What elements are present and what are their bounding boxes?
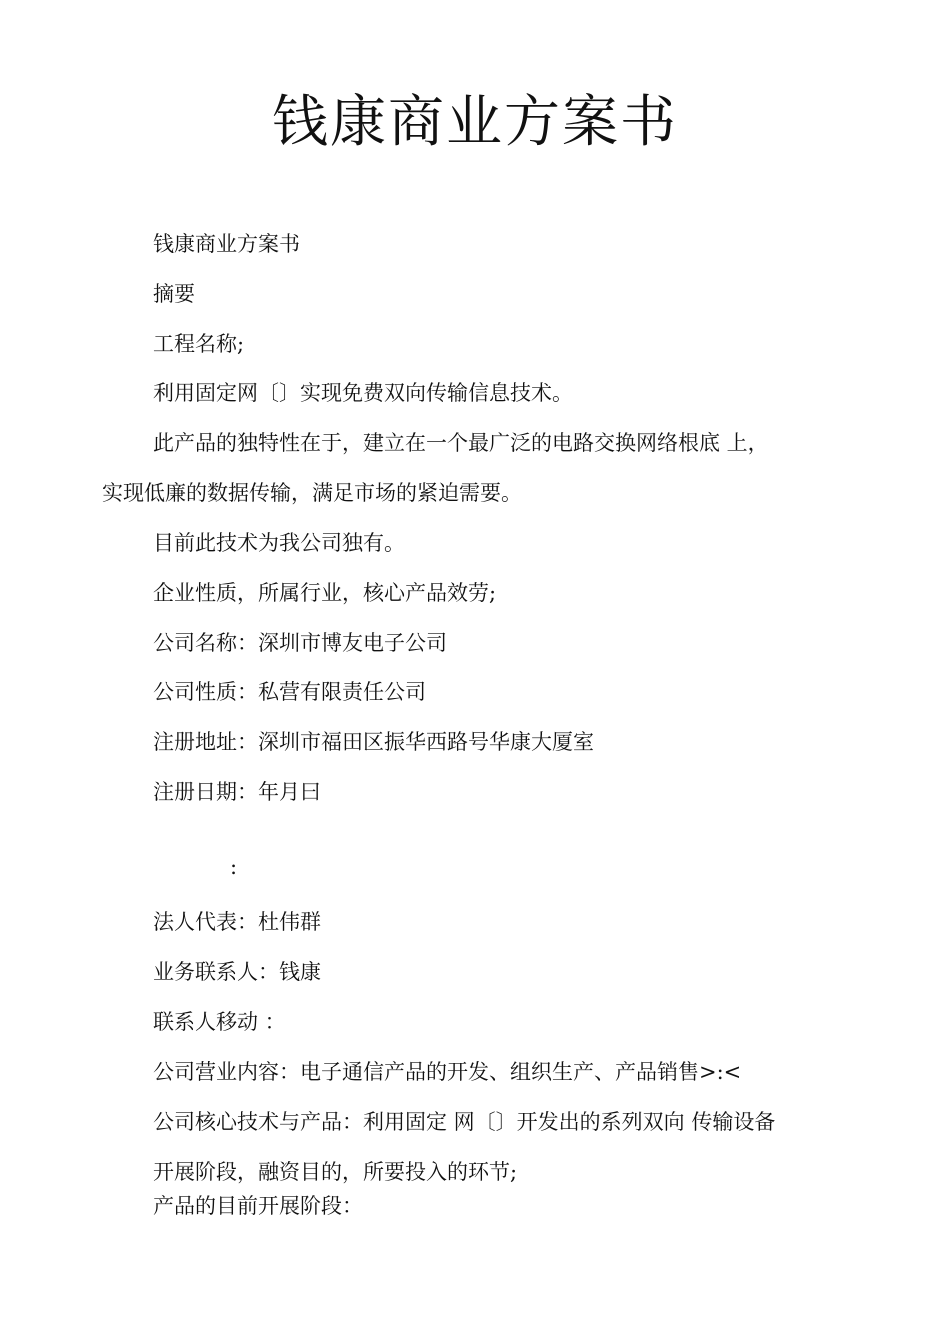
body-line-uniqueness: 此产品的独特性在于，建立在一个最广泛的电路交换网络根底 上， xyxy=(153,431,769,455)
body-line-colon: : xyxy=(230,855,238,879)
body-line-company-type: 公司性质：私营有限责任公司 xyxy=(153,680,426,704)
body-line-development-stage: 开展阶段，融资目的，所要投入的环节; xyxy=(153,1160,518,1184)
body-line-project-name: 工程名称; xyxy=(153,332,245,356)
body-line-registered-address: 注册地址：深圳市福田区振华西路号华康大厦室 xyxy=(153,730,594,754)
body-line-registration-date: 注册日期：年月曰 xyxy=(153,780,321,804)
body-line-company-name: 公司名称：深圳市博友电子公司 xyxy=(153,631,447,655)
body-line-legal-rep: 法人代表：杜伟群 xyxy=(153,910,321,934)
body-line-abstract: 摘要 xyxy=(153,282,195,306)
body-line-current-stage: 产品的目前开展阶段： xyxy=(153,1194,363,1218)
body-line-contact-mobile: 联系人移动 ： xyxy=(153,1010,286,1034)
body-line-contact-person: 业务联系人：钱康 xyxy=(153,960,321,984)
body-line-uniqueness-cont: 实现低廉的数据传输，满足市场的紧迫需要。 xyxy=(102,481,522,505)
body-line-exclusive: 目前此技术为我公司独有。 xyxy=(153,531,405,555)
body-line-core-technology: 公司核心技术与产品：利用固定 网〔〕开发出的系列双向 传输设备 xyxy=(153,1110,776,1134)
document-title: 钱康商业方案书 xyxy=(272,90,678,155)
body-line-project-desc: 利用固定网〔〕实现免费双向传输信息技术。 xyxy=(153,381,573,405)
body-line-business-scope: 公司营业内容：电子通信产品的开发、组织生产、产品销售>:< xyxy=(153,1060,742,1084)
body-line-subtitle: 钱康商业方案书 xyxy=(153,232,300,256)
body-line-enterprise-nature: 企业性质，所属行业，核心产品效劳; xyxy=(153,581,497,605)
